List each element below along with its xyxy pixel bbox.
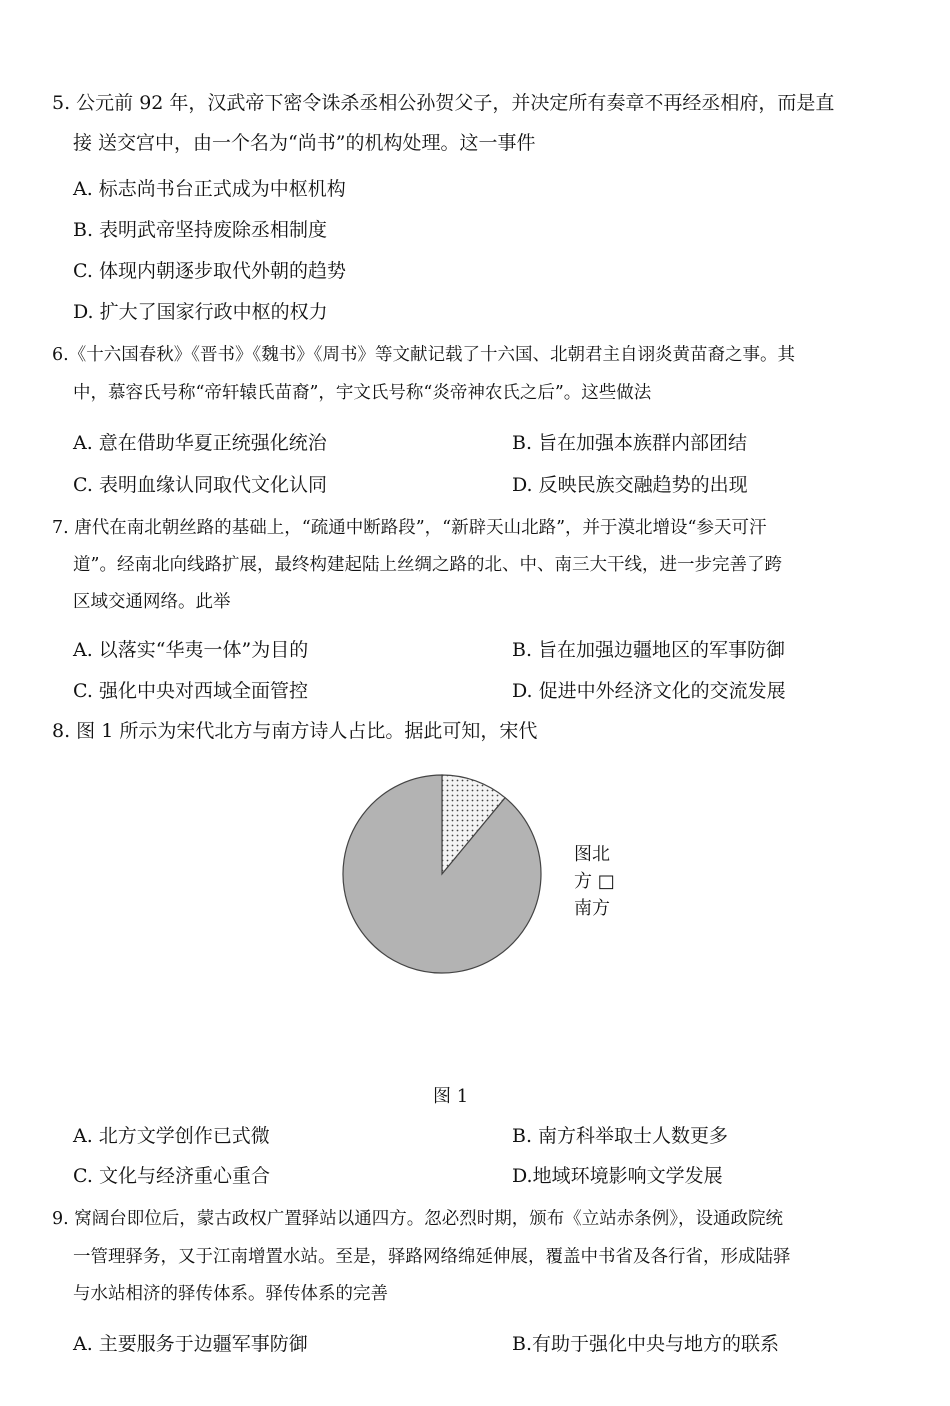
q9-stem-line3: 与水站相济的驿传体系。驿传体系的完善 [73,1284,388,1304]
legend-line-3: 南方 [574,898,610,919]
q5-stem-line1: 5. 公元前 92 年，汉武帝下密令诛杀丞相公孙贺父子，并决定所有奏章不再经丞相府，而是直 [52,92,835,114]
q7-option-a[interactable]: A. 以落实“华夷一体”为目的 [73,639,309,661]
q9-option-a[interactable]: A. 主要服务于边疆军事防御 [73,1333,308,1355]
figure-caption: 图 1 [433,1086,469,1107]
q6-option-b[interactable]: B. 旨在加强本族群内部团结 [512,432,748,454]
legend-line-2: 方 □ [574,871,615,892]
q5-option-c[interactable]: C. 体现内朝逐步取代外朝的趋势 [73,260,346,282]
q7-stem-line2: 道”。经南北向线路扩展，最终构建起陆上丝绸之路的北、中、南三大干线，进一步完善了跨 [73,555,782,575]
q5-option-d[interactable]: D. 扩大了国家行政中枢的权力 [73,301,328,323]
legend-line-1: 图北 [574,844,610,865]
q5-option-a[interactable]: A. 标志尚书台正式成为中枢机构 [73,178,346,200]
q7-stem-line3: 区域交通网络。此举 [73,592,231,612]
q5-option-b[interactable]: B. 表明武帝坚持废除丞相制度 [73,219,328,241]
q9-stem-line2: 一管理驿务，又于江南增置水站。至是，驿路网络绵延伸展，覆盖中书省及各行省，形成陆驿 [73,1247,791,1267]
q6-stem-line2: 中，慕容氏号称“帝轩辕氏苗裔”，宇文氏号称“炎帝神农氏之后”。这些做法 [73,383,652,403]
q7-option-c[interactable]: C. 强化中央对西域全面管控 [73,680,308,702]
q8-option-a[interactable]: A. 北方文学创作已式微 [73,1125,270,1147]
q5-stem-line2: 接 送交宫中，由一个名为“尚书”的机构处理。这一事件 [73,132,536,154]
q9-stem-line1: 9. 窝阔台即位后，蒙古政权广置驿站以通四方。忽必烈时期，颁布《立站赤条例》，设通政院统 [52,1209,784,1229]
q6-stem-line1: 6.《十六国春秋》《晋书》《魏书》《周书》等文献记载了十六国、北朝君主自诩炎黄苗裔之事。其 [52,345,795,365]
q7-stem-line1: 7. 唐代在南北朝丝路的基础上，“疏通中断路段”，“新辟天山北路”，并于漠北增设“参天可汗 [52,518,767,538]
q8-option-c[interactable]: C. 文化与经济重心重合 [73,1165,270,1187]
q6-option-a[interactable]: A. 意在借助华夏正统强化统治 [73,432,327,454]
q8-option-d[interactable]: D.地域环境影响文学发展 [512,1165,723,1187]
pie-slice-2 [343,775,541,973]
pie-chart-figure [330,768,640,984]
q8-stem-line1: 8. 图 1 所示为宋代北方与南方诗人占比。据此可知，宋代 [52,720,538,742]
q9-option-b[interactable]: B.有助于强化中央与地方的联系 [512,1333,780,1355]
q6-option-d[interactable]: D. 反映民族交融趋势的出现 [512,474,748,496]
q7-option-b[interactable]: B. 旨在加强边疆地区的军事防御 [512,639,786,661]
q8-option-b[interactable]: B. 南方科举取士人数更多 [512,1125,729,1147]
q7-option-d[interactable]: D. 促进中外经济文化的交流发展 [512,680,786,702]
q6-option-c[interactable]: C. 表明血缘认同取代文化认同 [73,474,327,496]
